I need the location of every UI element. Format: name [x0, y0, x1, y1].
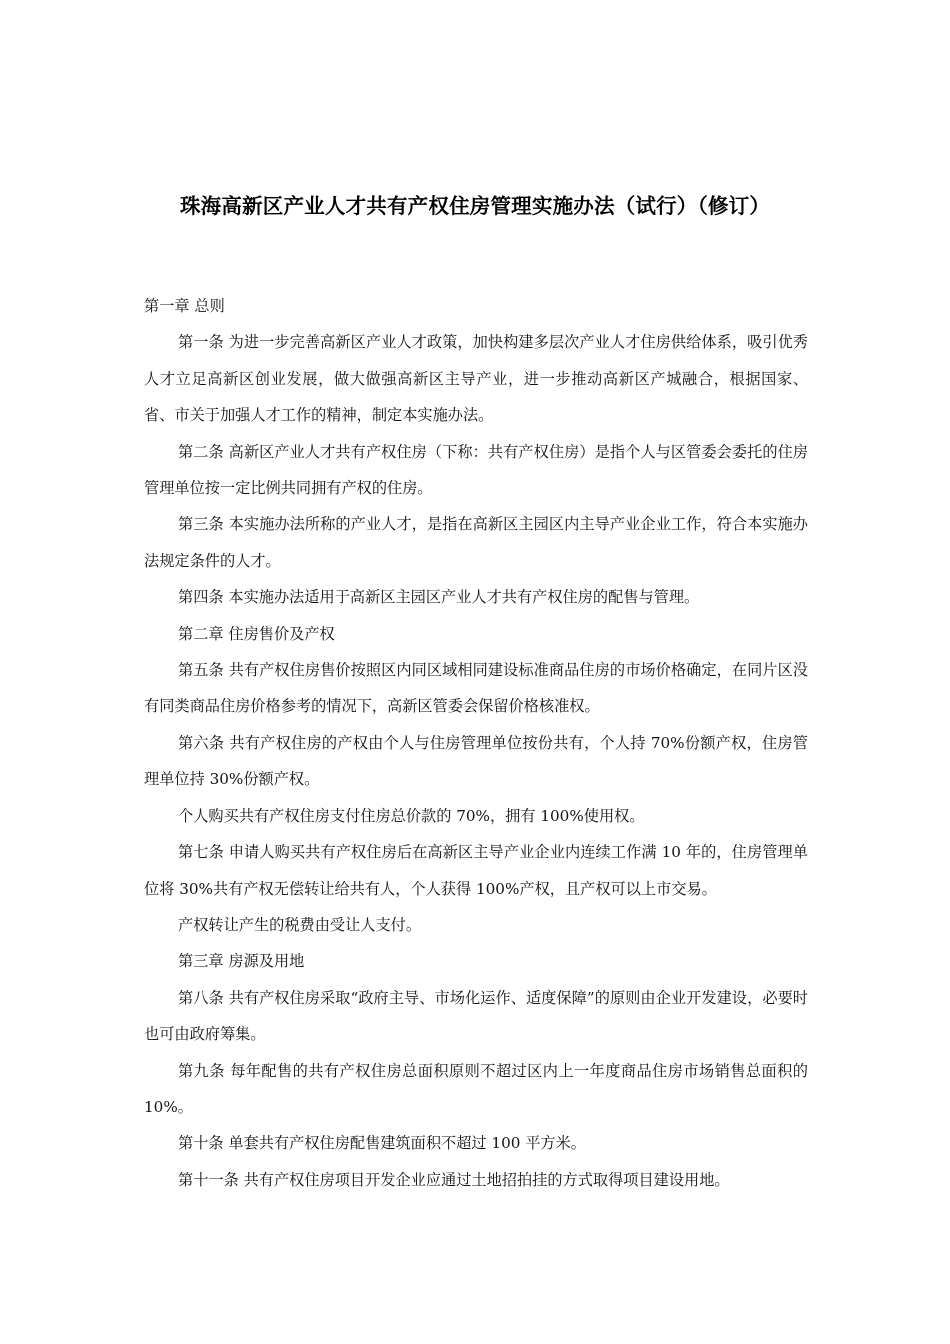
document-title: 珠海高新区产业人才共有产权住房管理实施办法（试行）（修订） — [179, 194, 771, 218]
article-paragraph: 产权转让产生的税费由受让人支付。 — [178, 915, 421, 934]
article-paragraph: 第二条 高新区产业人才共有产权住房（下称：共有产权住房）是指个人与区管委会委托的住房管理单位按一定比例共同拥有产权的住房。 — [144, 442, 808, 498]
article-paragraph: 第六条 共有产权住房的产权由个人与住房管理单位按份共有，个人持 70%份额产权，住房管理单位持 30%份额产权。 — [144, 733, 808, 789]
article-paragraph: 个人购买共有产权住房支付住房总价款的 70%，拥有 100%使用权。 — [178, 806, 645, 825]
chapter-heading: 第二章 住房售价及产权 — [178, 624, 335, 643]
article-paragraph: 第一条 为进一步完善高新区产业人才政策，加快构建多层次产业人才住房供给体系，吸引优秀人才立足高新区创业发展，做大做强高新区主导产业，进一步推动高新区产城融合，根据国家、省、市关于加强人才工作的精神，制定本实施办法。 — [144, 333, 808, 425]
article-paragraph: 第十一条 共有产权住房项目开发企业应通过土地招拍挂的方式取得项目建设用地。 — [178, 1170, 730, 1189]
article-paragraph: 第七条 申请人购买共有产权住房后在高新区主导产业企业内连续工作满 10 年的，住房管理单位将 30%共有产权无偿转让给共有人，个人获得 100%产权，且产权可以上市交易。 — [144, 843, 808, 898]
document-body — [144, 288, 808, 1198]
article-paragraph: 第四条 本实施办法适用于高新区主园区产业人才共有产权住房的配售与管理。 — [178, 588, 700, 607]
chapter-heading: 第三章 房源及用地 — [178, 952, 305, 971]
article-paragraph: 第三条 本实施办法所称的产业人才，是指在高新区主园区内主导产业企业工作，符合本实施办法规定条件的人才。 — [144, 515, 808, 570]
article-paragraph: 第八条 共有产权住房采取“政府主导、市场化运作、适度保障”的原则由企业开发建设，必要时也可由政府筹集。 — [144, 988, 808, 1044]
article-paragraph: 第十条 单套共有产权住房配售建筑面积不超过 100 平方米。 — [178, 1134, 586, 1153]
chapter-heading: 第一章 总则 — [144, 297, 225, 315]
article-paragraph: 第九条 每年配售的共有产权住房总面积原则不超过区内上一年度商品住房市场销售总面积的 10%。 — [144, 1061, 808, 1116]
article-paragraph: 第五条 共有产权住房售价按照区内同区域相同建设标准商品住房的市场价格确定，在同片区没有同类商品住房价格参考的情况下，高新区管委会保留价格核准权。 — [144, 661, 808, 716]
